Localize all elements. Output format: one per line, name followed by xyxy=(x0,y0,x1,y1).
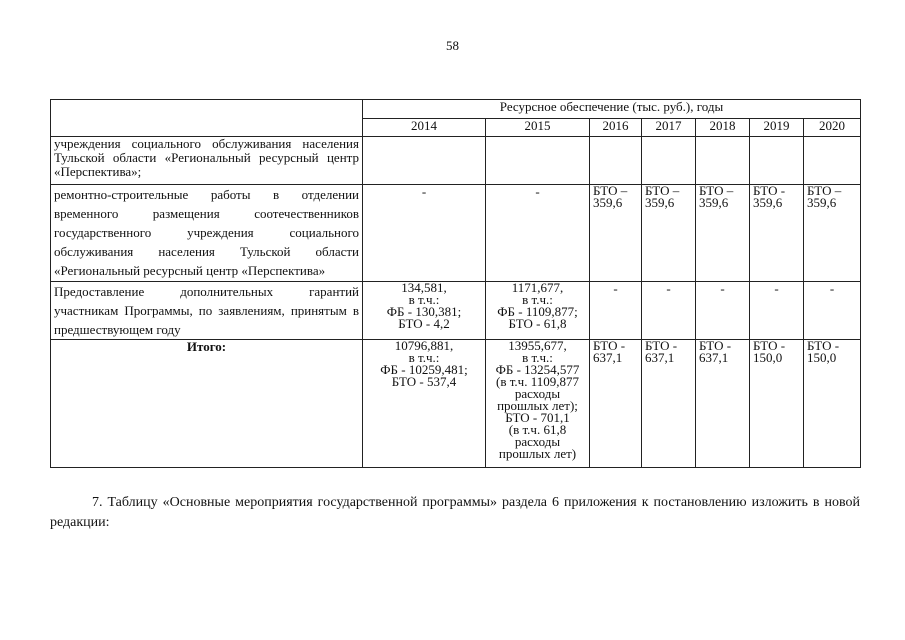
value-line: в т.ч.: xyxy=(408,292,440,307)
value-line: БТО - 537,4 xyxy=(391,374,457,389)
value-line: БТО - 61,8 xyxy=(508,316,567,331)
cell-2019 xyxy=(750,137,804,185)
cell-2018: - xyxy=(696,282,750,340)
cell-2020: БТО - 150,0 xyxy=(804,340,861,468)
totals-row xyxy=(51,340,861,468)
value-line: ФБ - 130,381; xyxy=(386,304,462,319)
year-2018: 2018 xyxy=(696,119,750,137)
value-line: 10796,881, xyxy=(394,338,454,353)
value-line: прошлых лет) xyxy=(498,446,577,461)
value-line: расходы xyxy=(514,434,561,449)
value-line: ФБ - 13254,577 xyxy=(495,362,580,377)
cell-2017: БТО – 359,6 xyxy=(642,185,696,282)
header-title: Ресурсное обеспечение (тыс. руб.), годы xyxy=(363,100,861,119)
cell-2019: БТО - 359,6 xyxy=(750,185,804,282)
cell-2015 xyxy=(486,137,590,185)
year-2019: 2019 xyxy=(750,119,804,137)
value-line: ФБ - 1109,877; xyxy=(497,304,578,319)
value-line: в т.ч.: xyxy=(522,350,553,365)
body-paragraph: 7. Таблицу «Основные мероприятия государственной программы» раздела 6 приложения к постановлению изложить в новой редакции: xyxy=(50,495,860,530)
cell-2016: - xyxy=(590,282,642,340)
cell-2016: БТО - 637,1 xyxy=(590,340,642,468)
cell-2016: БТО – 359,6 xyxy=(590,185,642,282)
value-line: 134,581, xyxy=(401,280,447,295)
cell-2014: - xyxy=(363,185,486,282)
cell-2017: - xyxy=(642,282,696,340)
value-line: в т.ч.: xyxy=(522,292,553,307)
table-row xyxy=(51,282,861,340)
year-2017: 2017 xyxy=(642,119,696,137)
value-line: БТО - 701,1 xyxy=(505,410,570,425)
cell-2016 xyxy=(590,137,642,185)
cell-2015: - xyxy=(486,185,590,282)
cell-2019: - xyxy=(750,282,804,340)
row-description: учреждения социального обслуживания населения Тульской области «Региональный ресурсный центр «Перспектива»; xyxy=(51,137,363,185)
table-row xyxy=(51,185,861,282)
value-line: 1171,677, xyxy=(511,280,564,295)
cell-2019: БТО - 150,0 xyxy=(750,340,804,468)
row-description: Предоставление дополнительных гарантий участникам Программы, по заявлениям, принятым в предшествующем году xyxy=(51,282,363,340)
cell-2017: БТО - 637,1 xyxy=(642,340,696,468)
year-2016: 2016 xyxy=(590,119,642,137)
cell-2015 xyxy=(486,340,590,468)
header-row xyxy=(51,100,861,119)
cell-2017 xyxy=(642,137,696,185)
table-row xyxy=(51,137,861,185)
value-line: (в т.ч. 61,8 xyxy=(508,422,567,437)
cell-2018 xyxy=(696,137,750,185)
header-empty-cell xyxy=(51,100,363,137)
cell-2020: - xyxy=(804,282,861,340)
page-number: 58 xyxy=(446,38,459,53)
totals-label: Итого: xyxy=(51,340,363,468)
value-line: в т.ч.: xyxy=(408,350,440,365)
cell-2014 xyxy=(363,282,486,340)
cell-2014 xyxy=(363,137,486,185)
cell-2018: БТО – 359,6 xyxy=(696,185,750,282)
value-line: (в т.ч. 1109,877 xyxy=(496,374,579,389)
value-line: ФБ - 10259,481; xyxy=(380,362,468,377)
year-2020: 2020 xyxy=(804,119,861,137)
value-line: прошлых лет); xyxy=(497,398,578,413)
value-line: расходы xyxy=(514,386,561,401)
cell-2020: БТО – 359,6 xyxy=(804,185,861,282)
row-description: ремонтно-строительные работы в отделении временного размещения соотечественников государственного учреждения социального обслуживания населения Тульской области «Региональный ресурсный центр «Перспектива» xyxy=(51,185,363,282)
resource-table xyxy=(50,99,861,468)
cell-2018: БТО - 637,1 xyxy=(696,340,750,468)
cell-2014 xyxy=(363,340,486,468)
value-line: 13955,677, xyxy=(508,338,567,353)
year-2015: 2015 xyxy=(486,119,590,137)
cell-2015 xyxy=(486,282,590,340)
year-2014: 2014 xyxy=(363,119,486,137)
cell-2020 xyxy=(804,137,861,185)
value-line: БТО - 4,2 xyxy=(398,316,450,331)
